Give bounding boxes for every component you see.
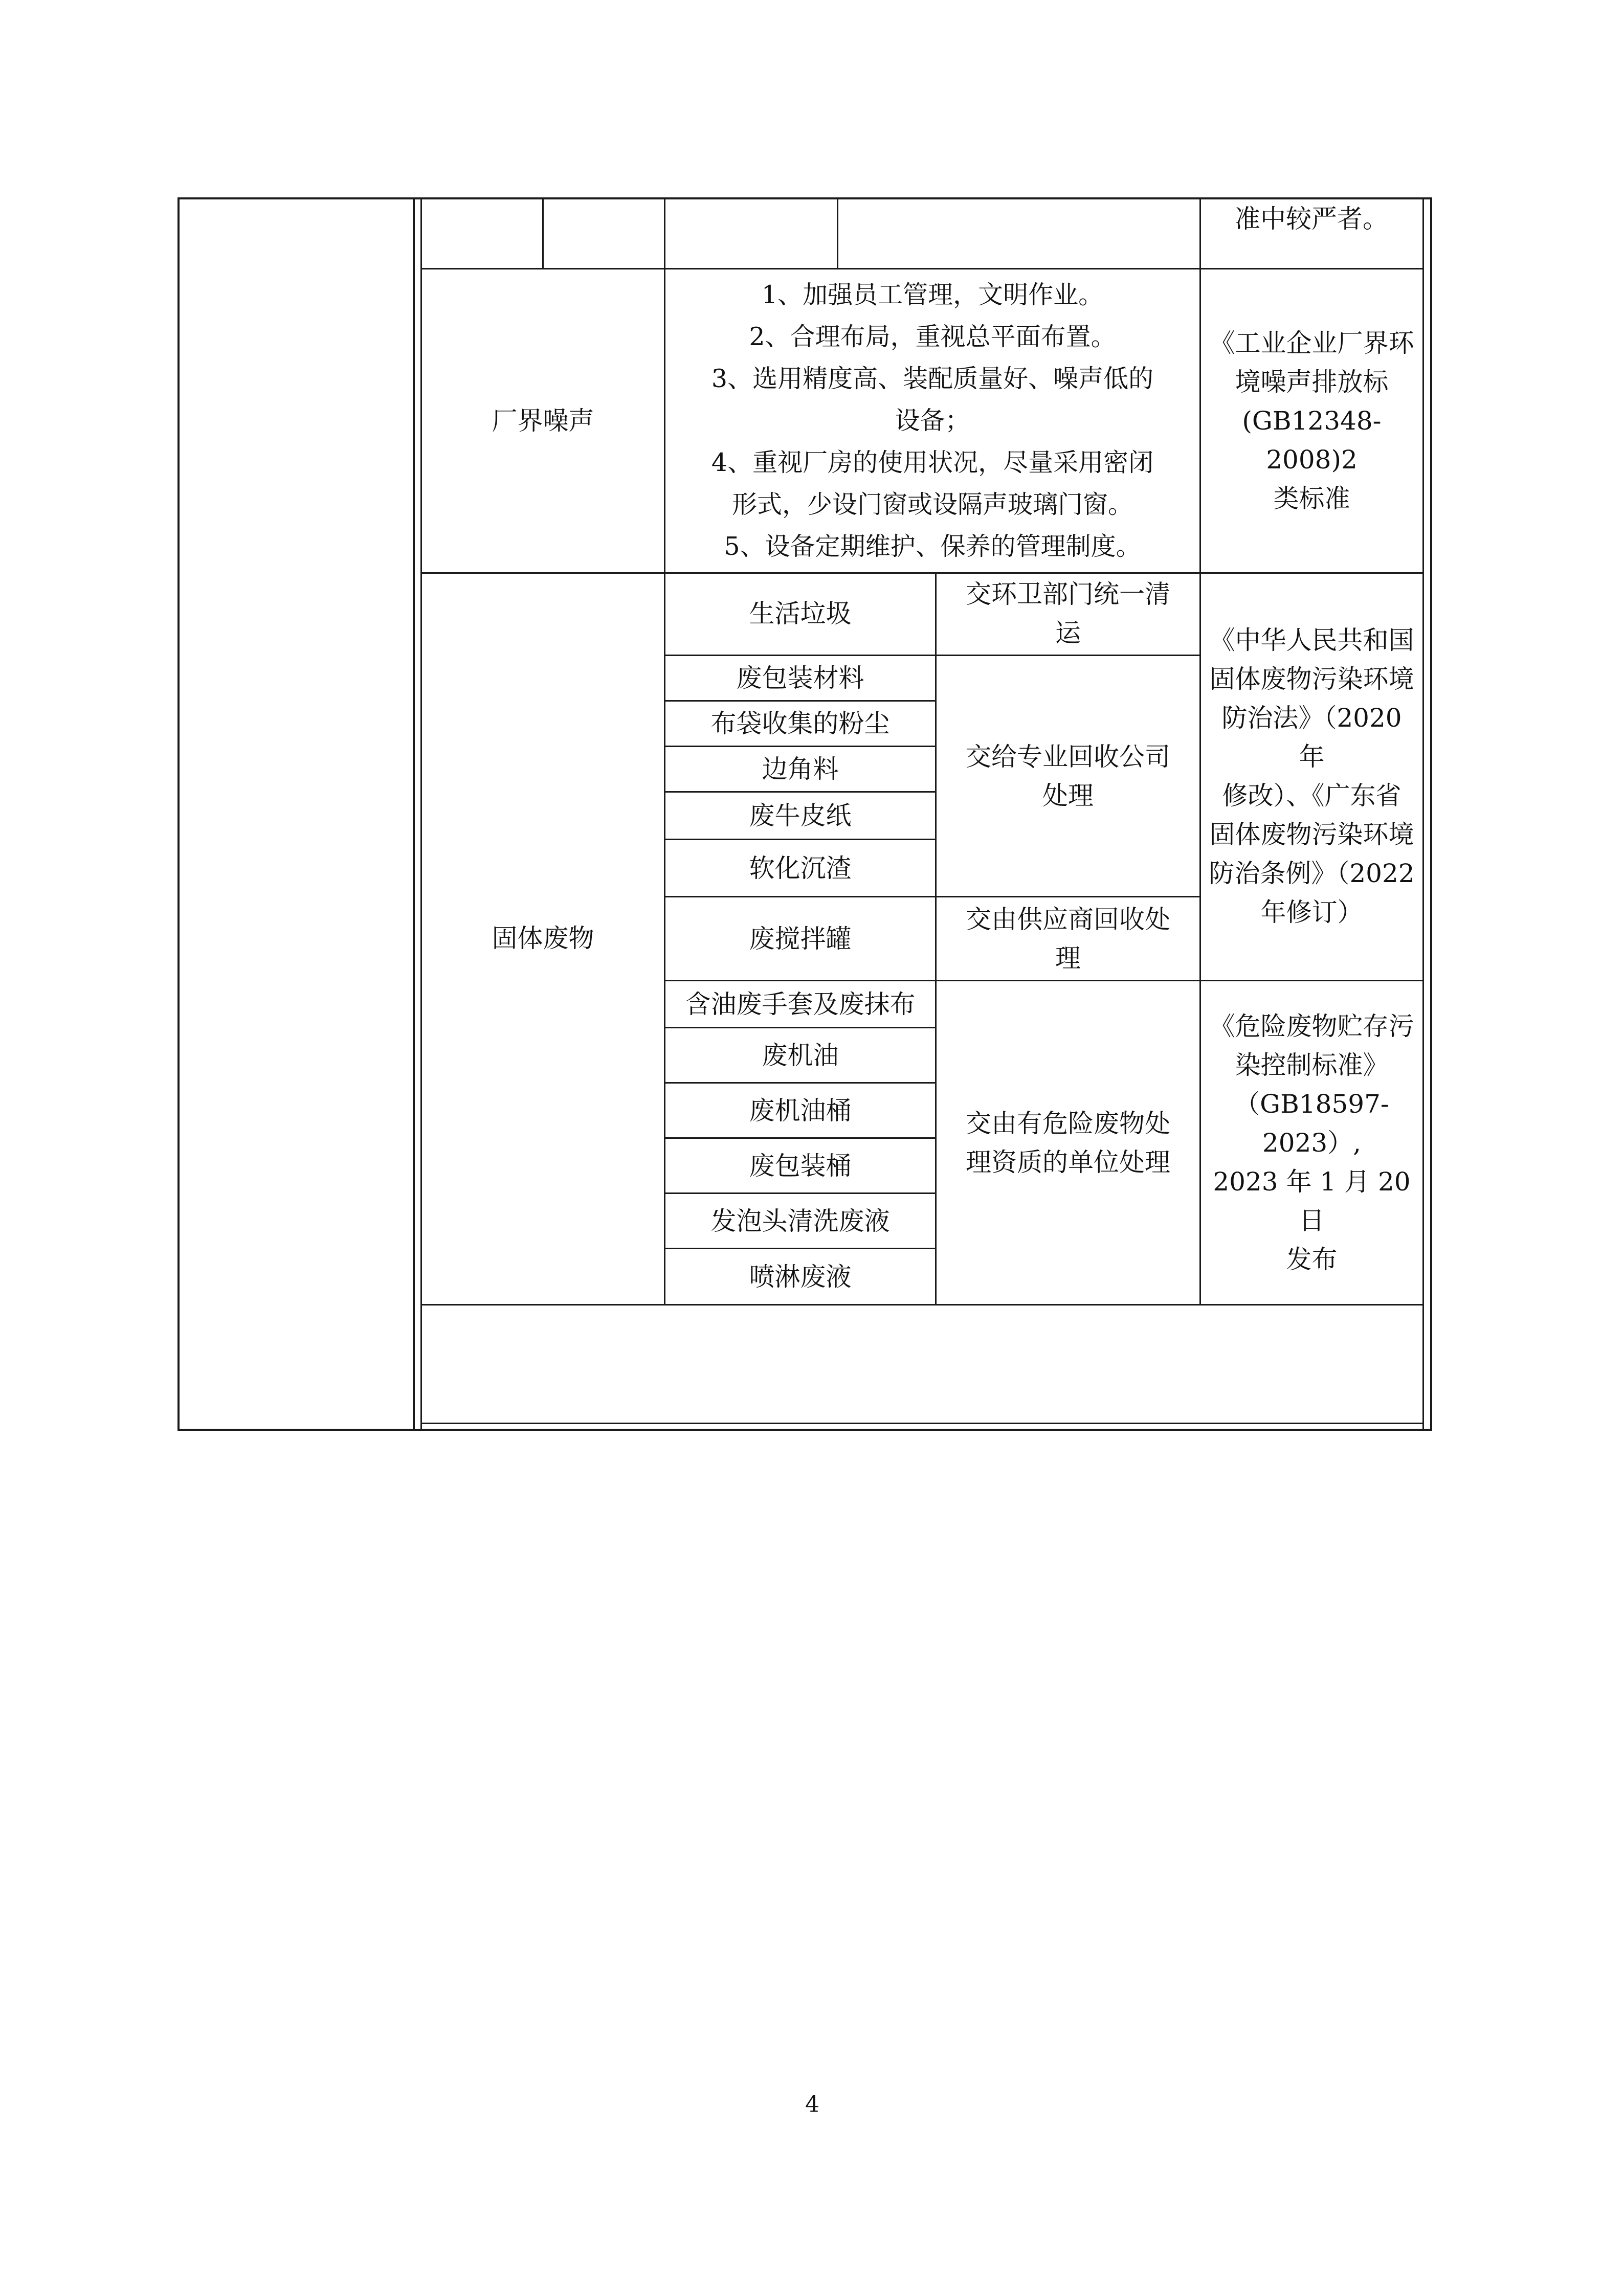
solid-waste-standard-general: 《中华人民共和国 固体废物污染环境 防治法》（2020 年 修改）、《广东省 固体废物污染环境 防治条例》（2022 年修订） (1209, 625, 1415, 927)
waste-item: 生活垃圾 (749, 599, 852, 628)
noise-category: 厂界噪声 (492, 406, 594, 436)
noise-standard: 《工业企业厂界环 境噪声排放标 (GB12348-2008)2 类标准 (1209, 328, 1414, 513)
waste-disposal-3: 交由供应商回收处 理 (966, 904, 1170, 973)
noise-measure-4a: 4、重视厂房的使用状况，尽量采用密闭 (711, 448, 1154, 477)
waste-item: 布袋收集的粉尘 (710, 709, 890, 738)
top-row-standard-tail: 准中较严者。 (1235, 204, 1388, 234)
waste-item: 软化沉渣 (749, 853, 852, 883)
waste-item: 废包装材料 (736, 663, 864, 693)
waste-item: 发泡头清洗废液 (710, 1206, 890, 1236)
noise-measure-3a: 3、选用精度高、装配质量好、噪声低的 (711, 364, 1154, 393)
page-number: 4 (805, 2091, 819, 2118)
noise-measures (665, 269, 1199, 573)
waste-item: 含油废手套及废抹布 (685, 989, 916, 1019)
solid-waste-category: 固体废物 (492, 924, 594, 953)
noise-measure-2: 2、合理布局，重视总平面布置。 (749, 322, 1116, 351)
waste-disposal-4: 交由有危险废物处 理资质的单位处理 (966, 1108, 1170, 1177)
solid-waste-standard-hazardous: 《危险废物贮存污 染控制标准》 （GB18597-2023）, 2023 年 1 月 20 日 发布 (1209, 1011, 1414, 1274)
waste-item: 废牛皮纸 (749, 801, 852, 830)
waste-item: 废包装桶 (749, 1151, 852, 1181)
noise-measure-3b: 设备； (895, 406, 970, 435)
waste-disposal-1: 交环卫部门统一清 运 (966, 579, 1170, 648)
noise-measure-1: 1、加强员工管理，文明作业。 (761, 280, 1104, 309)
noise-measure-5: 5、设备定期维护、保养的管理制度。 (724, 532, 1141, 561)
waste-item: 喷淋废液 (749, 1262, 852, 1292)
waste-item: 废机油 (762, 1040, 839, 1070)
waste-item: 废搅拌罐 (749, 924, 852, 954)
waste-item: 废机油桶 (749, 1095, 852, 1126)
waste-disposal-2: 交给专业回收公司 处理 (966, 741, 1170, 811)
waste-item: 边角料 (762, 754, 839, 784)
noise-measure-4b: 形式，少设门窗或设隔声玻璃门窗。 (731, 490, 1133, 519)
